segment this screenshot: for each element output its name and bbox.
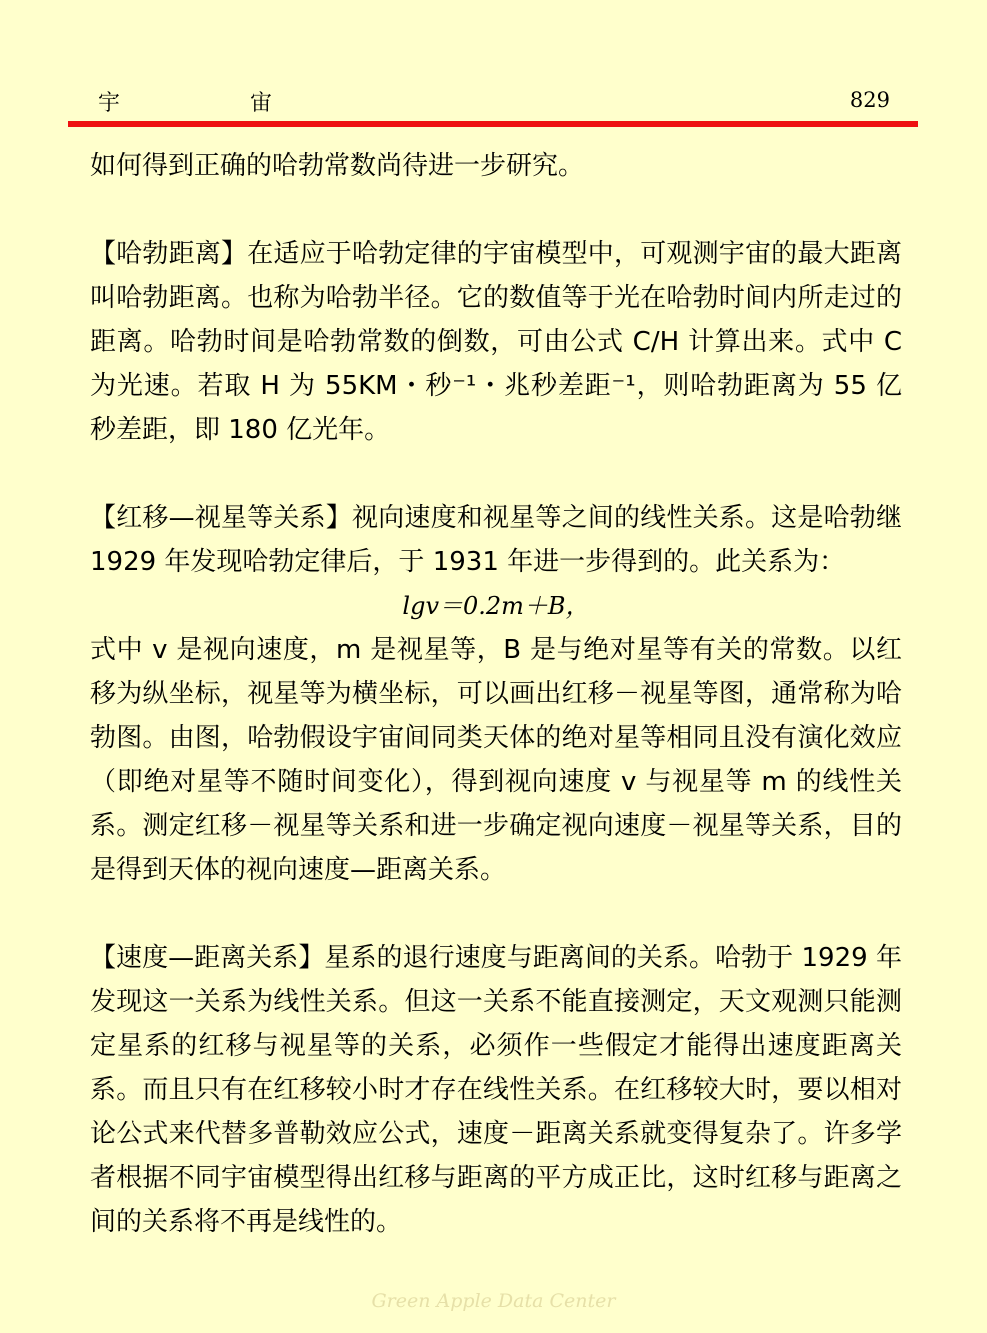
entry-text: 在适应于哈勃定律的宇宙模型中，可观测宇宙的最大距离叫哈勃距离。也称为哈勃半径。它的数值等于光在哈勃时间内所走过的距离。哈勃时间是哈勃常数的倒数，可由公式 C/H 计算出来。式中 C 为光速。若取 H 为 55KM・秒⁻¹・兆秒差距⁻¹，则哈勃距离为 55 亿秒差距，即 180 亿光年。 bbox=[90, 239, 902, 445]
page-body bbox=[90, 144, 902, 1244]
page-header bbox=[68, 84, 918, 122]
formula: lgv＝0.2m＋B， bbox=[402, 592, 590, 620]
paragraph-intro: 如何得到正确的哈勃常数尚待进一步研究。 bbox=[90, 151, 585, 181]
watermark: Green Apple Data Center bbox=[371, 1290, 616, 1312]
running-title: 宇宙 bbox=[98, 91, 403, 116]
entry-text: 星系的退行速度与距离间的关系。哈勃于 1929 年发现这一关系为线性关系。但这一关系不能直接测定，天文观测只能测定星系的红移与视星等的关系，必须作一些假定才能得出速度距离关系。而且只有在红移较小时才存在线性关系。在红移较大时，要以相对论公式来代替多普勒效应公式，速度－距离关系就变得复杂了。许多学者根据不同宇宙模型得出红移与距离的平方成正比，这时红移与距离之间的关系将不再是线性的。 bbox=[90, 943, 902, 1237]
header-rule bbox=[68, 121, 918, 127]
page-number: 829 bbox=[849, 88, 890, 112]
entry-term: 【哈勃距离】 bbox=[90, 239, 248, 269]
entry-velocity-distance bbox=[90, 936, 902, 1244]
paragraph-formula-explanation: 式中 v 是视向速度，m 是视星等，B 是与绝对星等有关的常数。以红移为纵坐标，视星等为横坐标，可以画出红移－视星等图，通常称为哈勃图。由图，哈勃假设宇宙间同类天体的绝对星等相同且没有演化效应（即绝对星等不随时间变化），得到视向速度 v 与视星等 m 的线性关系。测定红移－视星等关系和进一步确定视向速度－视星等关系，目的是得到天体的视向速度—距离关系。 bbox=[90, 635, 902, 885]
entry-term: 【红移—视星等关系】 bbox=[90, 503, 352, 533]
entry-redshift-magnitude bbox=[90, 496, 902, 584]
entry-hubble-distance bbox=[90, 232, 902, 452]
entry-term: 【速度—距离关系】 bbox=[90, 943, 325, 973]
entry-text: 视向速度和视星等之间的线性关系。这是哈勃继 1929 年发现哈勃定律后，于 1931 年进一步得到的。此关系为： bbox=[90, 503, 902, 577]
